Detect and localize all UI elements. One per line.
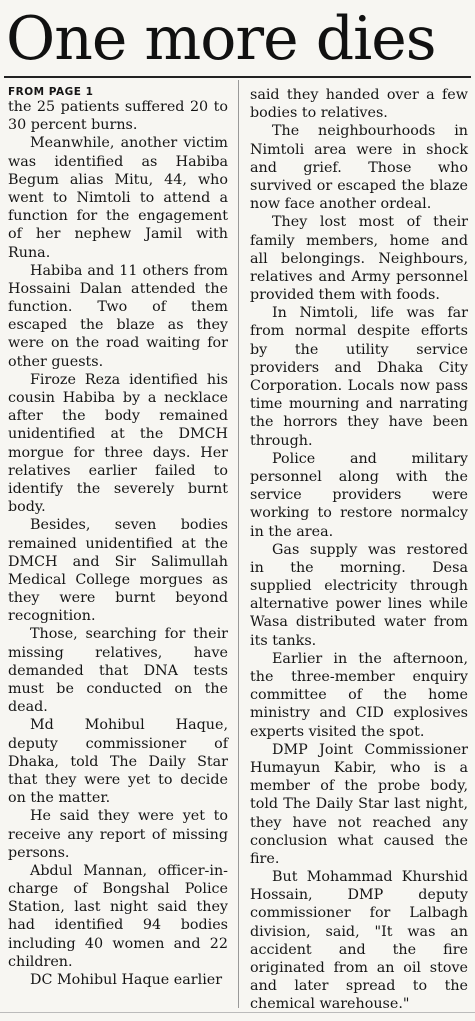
article-column-right [250, 86, 468, 1014]
paragraph: Firoze Reza identified his cousin Habiba by a necklace after the body remained unidentified at the DMCH morgue for three days. Her relatives earlier failed to identify the severely burnt body. [8, 371, 228, 516]
headline: One more dies [6, 4, 436, 74]
article-column-left [8, 86, 228, 989]
paragraph: Abdul Mannan, officer-in-charge of Bongshal Police Station, last night said they had identified 94 bodies including 40 women and 22 children. [8, 862, 228, 970]
paragraph: He said they were yet to receive any report of missing persons. [8, 808, 228, 861]
paragraph: They lost most of their family members, home and all belongings. Neighbours, relatives and Army personnel provided them with foods. [250, 214, 468, 304]
continuation-kicker: FROM PAGE 1 [8, 86, 94, 98]
paragraph: DC Mohibul Haque earlier [30, 972, 223, 988]
paragraph: Besides, seven bodies remained unidentified at the DMCH and Sir Salimullah Medical College morgues as they were burnt beyond recognition. [8, 517, 228, 625]
paragraph: Police and military personnel along with the service providers were working to restore normalcy in the area. [250, 450, 468, 540]
paragraph: Md Mohibul Haque, deputy commissioner of Dhaka, told The Daily Star that they were yet to decide on the matter. [8, 717, 228, 807]
paragraph: Meanwhile, another victim was identified as Habiba Begum alias Mitu, 44, who went to Nimtoli to attend a function for the engagement of her nephew Jamil with Runa. [8, 135, 228, 261]
paragraph: said they handed over a few bodies to relatives. [250, 87, 468, 122]
column-divider [238, 80, 239, 1008]
paragraph: In Nimtoli, life was far from normal despite efforts by the utility service providers and Dhaka City Corporation. Locals now pass time mourning and narrating the horrors they have been through. [250, 305, 468, 449]
headline-rule [4, 76, 471, 78]
paragraph: the 25 patients suffered 20 to 30 percent burns. [8, 99, 228, 134]
paragraph: DMP Joint Commissioner Humayun Kabir, who is a member of the probe body, told The Daily Star last night, they have not reached any conclusion what caused the fire. [250, 741, 468, 867]
paragraph: Gas supply was restored in the morning. Desa supplied electricity through alternative power lines while Wasa distributed water from its tanks. [250, 541, 468, 649]
paragraph: Habiba and 11 others from Hossaini Dalan attended the function. Two of them escaped the blaze as they were on the road waiting for other guests. [8, 262, 228, 370]
paragraph: Earlier in the afternoon, the three-member enquiry committee of the home ministry and CID explosives experts visited the spot. [250, 650, 468, 740]
bottom-edge [0, 1012, 475, 1013]
paragraph: Those, searching for their missing relatives, have demanded that DNA tests must be conducted on the dead. [8, 626, 228, 716]
paragraph: But Mohammad Khurshid Hossain, DMP deputy commissioner for Lalbagh division, said, "It was an accident and the fire originated from an oil stove and later spread to the chemical warehouse." [250, 869, 468, 1013]
paragraph: The neighbourhoods in Nimtoli area were in shock and grief. Those who survived or escaped the blaze now face another ordeal. [250, 123, 468, 213]
